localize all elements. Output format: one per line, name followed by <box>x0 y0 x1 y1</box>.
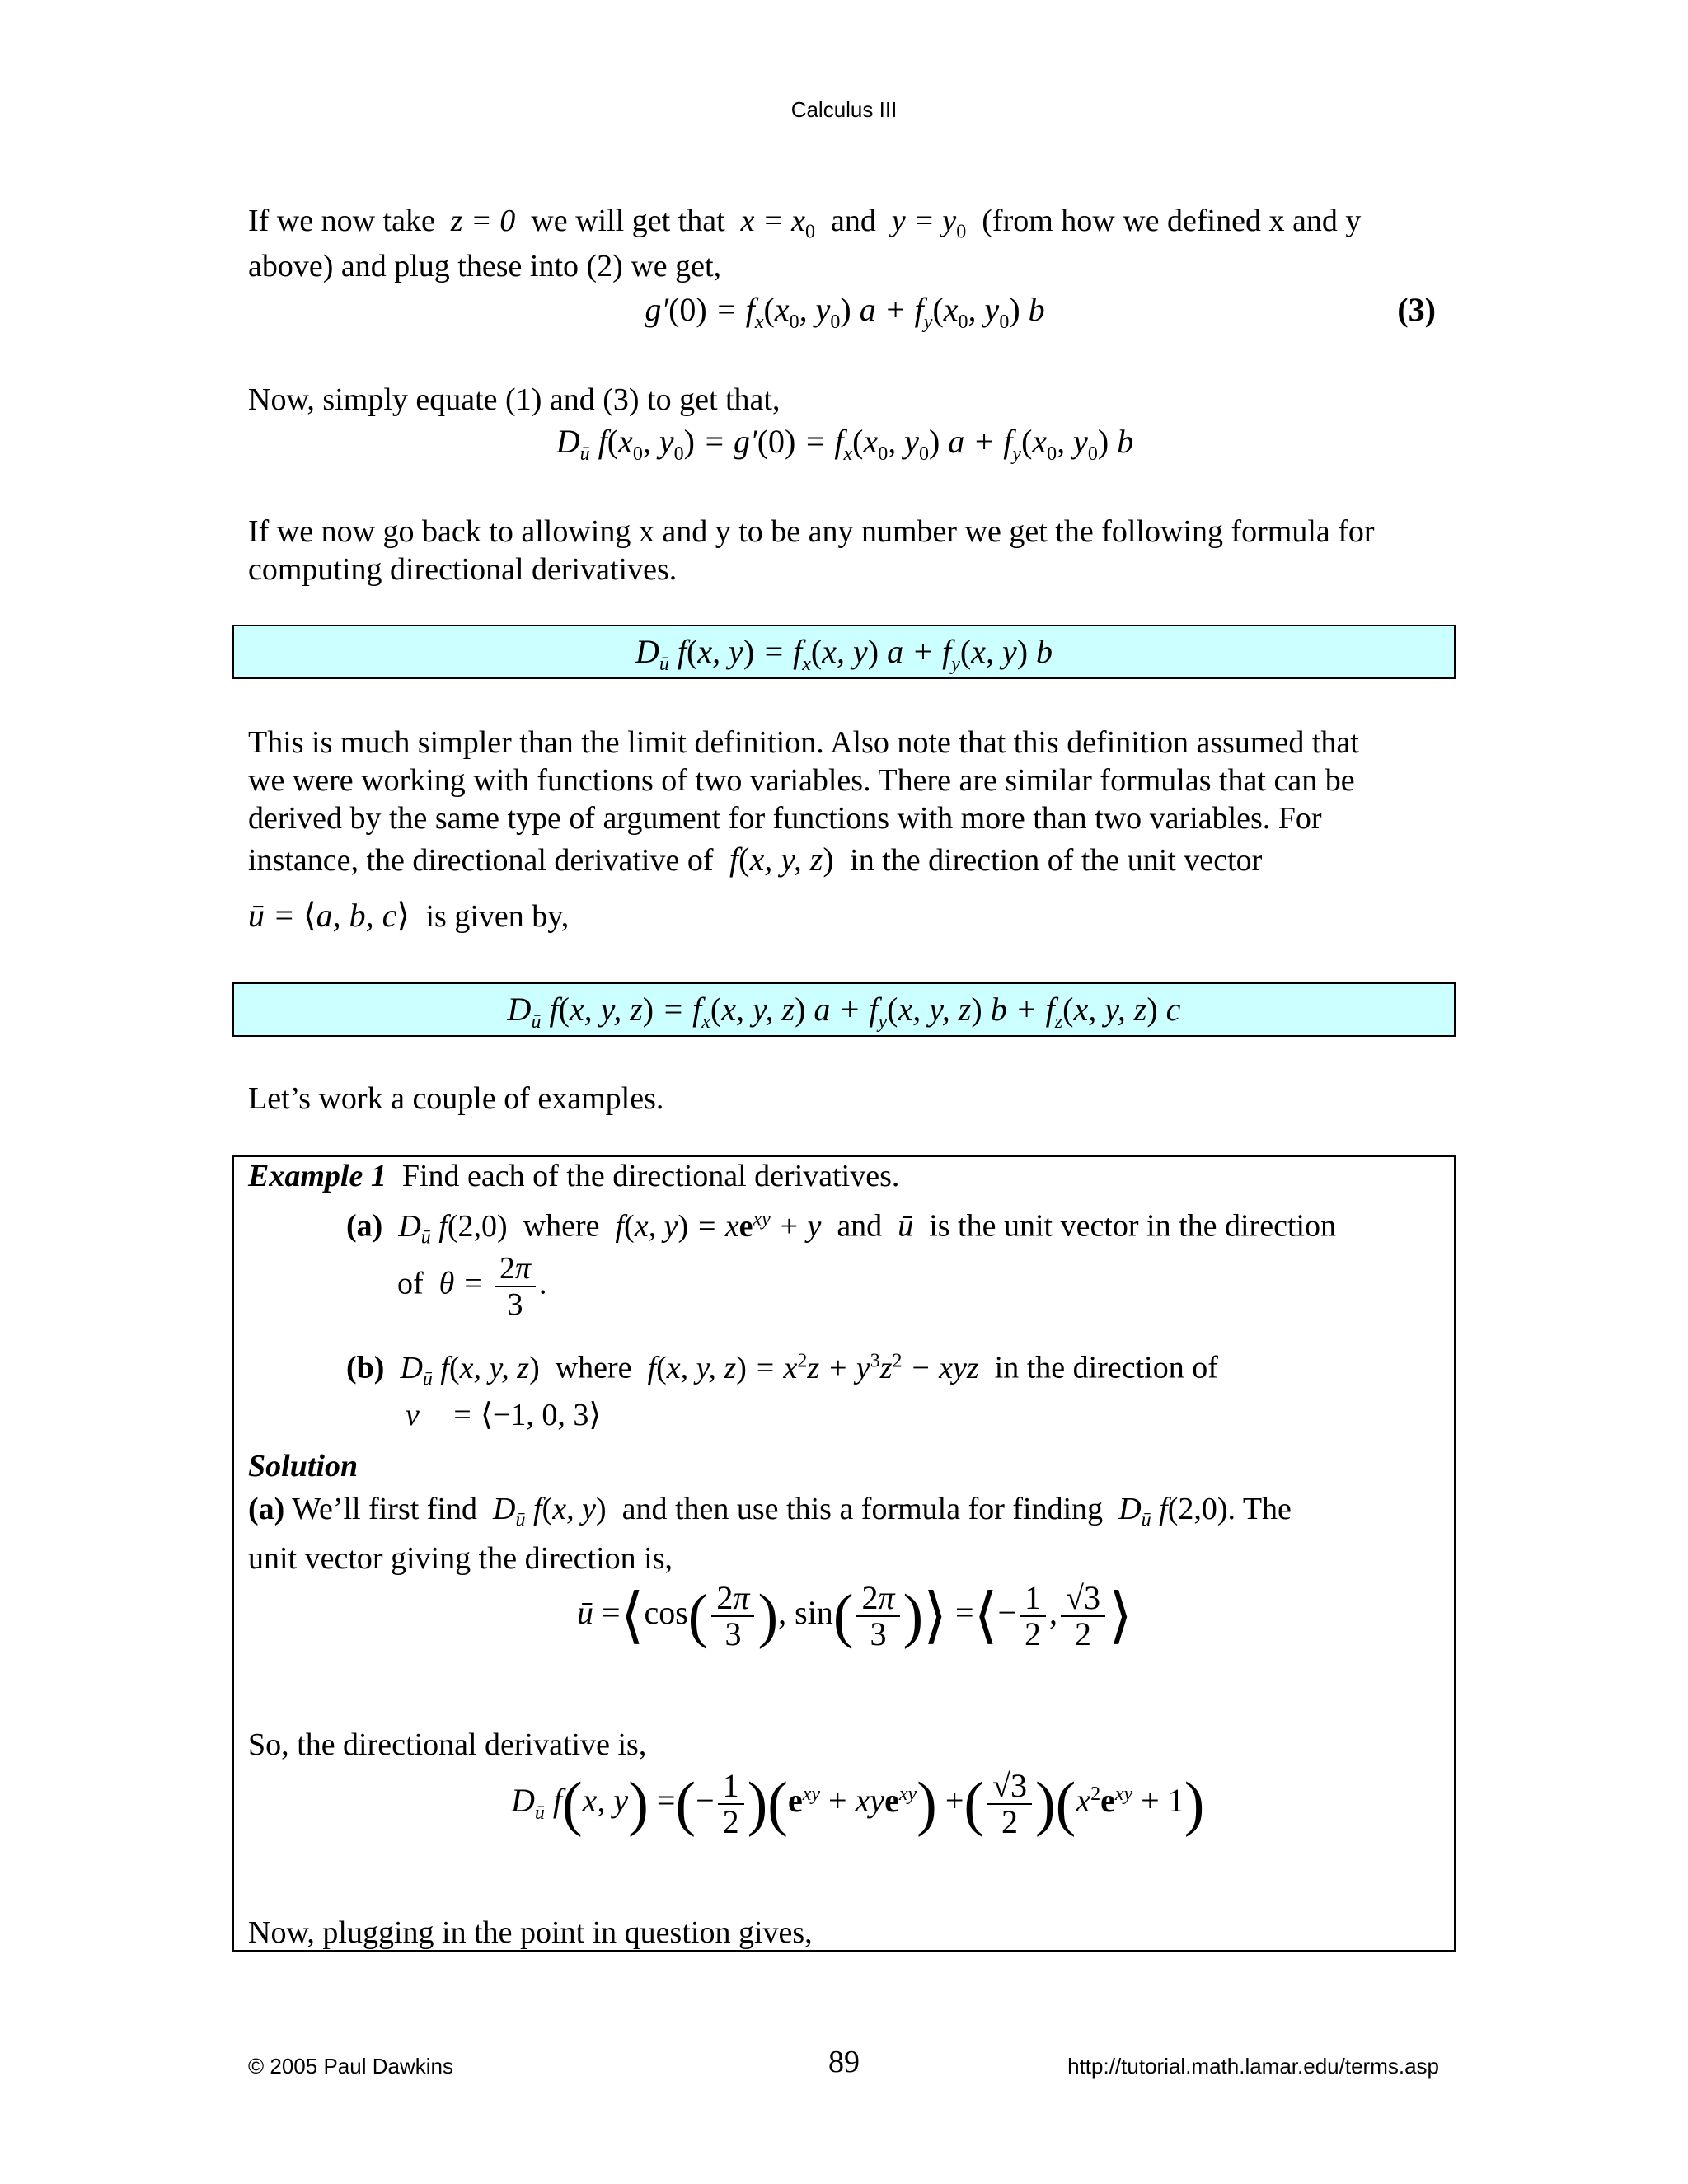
solution-a-line-1 <box>248 1490 1443 1540</box>
text: is the unit vector in the direction <box>929 1208 1337 1244</box>
text: . The <box>1227 1492 1292 1526</box>
text: in the direction of the unit vector <box>850 843 1263 878</box>
example-title-line <box>248 1157 1435 1195</box>
text: If we now take <box>248 204 435 238</box>
math-u-abc: ū = ⟨a, b, c⟩ <box>248 897 410 934</box>
paragraph-4-line-1: This is much simpler than the limit definition. Also note that this definition assumed that <box>248 725 1359 760</box>
math-v-vector: v⃗ = ⟨−1, 0, 3⟩ <box>406 1398 602 1432</box>
so-text: So, the directional derivative is, <box>248 1727 647 1762</box>
paragraph-3: If we now go back to allowing x and y to be any number we get the following formula for computing directional derivatives. <box>248 514 1375 587</box>
part-a-label: (a) <box>346 1208 383 1244</box>
equation-equate: $D_ū$ $f(x_0$, $y_0) = g'(0) = f_x(x_0$, $y_0$) $a + f_y(x_0$, $y_0$) b <box>556 423 1134 465</box>
solution-label <box>248 1447 578 1485</box>
text: instance, the directional derivative of <box>248 843 714 878</box>
formula-box-three-variables: $D_ū$ f(x, y, $z) = f_x(x$, y, z) $a + f_y(x$, y, z) $b + f_z(x$, y, z) c <box>232 982 1456 1037</box>
equation-3: $g'(0) = f_x(x_0$, $y_0$) $a + f_y(x_0$, $y_0$) b (3) <box>645 291 1436 333</box>
text: of <box>397 1266 424 1301</box>
text: where <box>555 1350 632 1385</box>
example-title: Example 1 <box>248 1159 387 1193</box>
footer-copyright: © 2005 Paul Dawkins <box>248 2054 453 2079</box>
paragraph-1-line-1 <box>248 202 1443 251</box>
text: is given by, <box>425 899 570 934</box>
paragraph-2: Now, simply equate (1) and (3) to get that, <box>248 382 781 417</box>
math-theta: θ = <box>431 1266 484 1301</box>
paragraph-1-line-2: above) and plug these into (2) we get, <box>248 249 722 284</box>
page-header: Calculus III <box>790 97 898 122</box>
math-Du-fxy: $D_ū$ f(x, y) <box>485 1492 607 1531</box>
paragraph-4-line-4 <box>248 841 1443 879</box>
formula-box-two-variables: $D_ū$ f(x, $y) = f_x(x$, y) $a + f_y(x$, y) b <box>232 625 1456 679</box>
unit-vector-equation: ū =⟨cos( $\frac{2\pi}{3}$ ), sin( $\frac{2\pi}{3}$ )⟩ =⟨− $\frac{1}{2}$ , $\frac{√3}{2}$ ⟩ <box>577 1579 1132 1652</box>
paragraph-4-line-2: we were working with functions of two variables. There are similar formulas that can be <box>248 763 1355 798</box>
directional-derivative-equation: $D_ū$ f(x, y) =(− $\frac{1}{2}$ )$(e^{xy} + xye^{xy})$ +( $\frac{√3}{2}$ )$(x^2e^{xy} + 1)$ <box>511 1767 1205 1840</box>
footer-url: http://tutorial.math.lamar.edu/terms.asp <box>1067 2054 1439 2079</box>
paragraph-5: Let’s work a couple of examples. <box>248 1081 664 1116</box>
math-y-y0: $y = y_0$ <box>884 204 967 243</box>
text: where <box>523 1208 600 1244</box>
text: We’ll first find <box>292 1492 478 1526</box>
math-fxyz: f(x, y, z) <box>721 841 834 878</box>
math-Du-f-2-0: $D_ū$ f(2,0) <box>1110 1492 1228 1531</box>
math-Du-f-2-0: $D_ū$ f(2,0) <box>390 1208 508 1249</box>
text: and then use this a formula for finding <box>621 1492 1104 1526</box>
math-Du-fxyz: $D_ū$ f(x, y, z) <box>392 1350 540 1390</box>
text: (from how we defined x and y <box>982 204 1362 238</box>
text: in the direction of <box>994 1350 1218 1385</box>
solution-a-line-2: unit vector giving the direction is, <box>248 1541 673 1576</box>
example-part-a <box>346 1200 1451 1256</box>
text: and <box>831 204 876 238</box>
paragraph-4-line-3: derived by the same type of argument for functions with more than two variables. For <box>248 801 1322 836</box>
plug-text: Now, plugging in the point in question gives, <box>248 1915 813 1950</box>
paragraph-4-line-5 <box>248 897 1443 935</box>
example-part-a-theta: of θ = $\frac{2\pi}{3}$ . <box>397 1251 547 1322</box>
math-u: ū <box>889 1208 921 1244</box>
math-z0: z = 0 <box>443 204 523 238</box>
example-part-b <box>346 1342 1451 1398</box>
text: we will get that <box>531 204 725 238</box>
math-f-poly: f(x, y, $z) = x^2z + y^3z^2$ − xyz <box>640 1350 987 1385</box>
sol-a-label: (a) <box>248 1492 285 1526</box>
text: and <box>837 1208 883 1244</box>
math-f-xexy: f(x, $y) = xe^{xy} + y$ <box>607 1208 829 1244</box>
equation-label: (3) <box>1397 291 1436 328</box>
math-x-x0: $x = x_0$ <box>733 204 816 243</box>
fraction-2pi-3: $\frac{2\pi}{3}$ <box>495 1251 536 1322</box>
part-b-label: (b) <box>346 1350 385 1385</box>
solution-title: Solution <box>248 1449 359 1483</box>
footer-page-number: 89 <box>828 2045 860 2079</box>
example-intro: Find each of the directional derivatives. <box>401 1159 900 1193</box>
